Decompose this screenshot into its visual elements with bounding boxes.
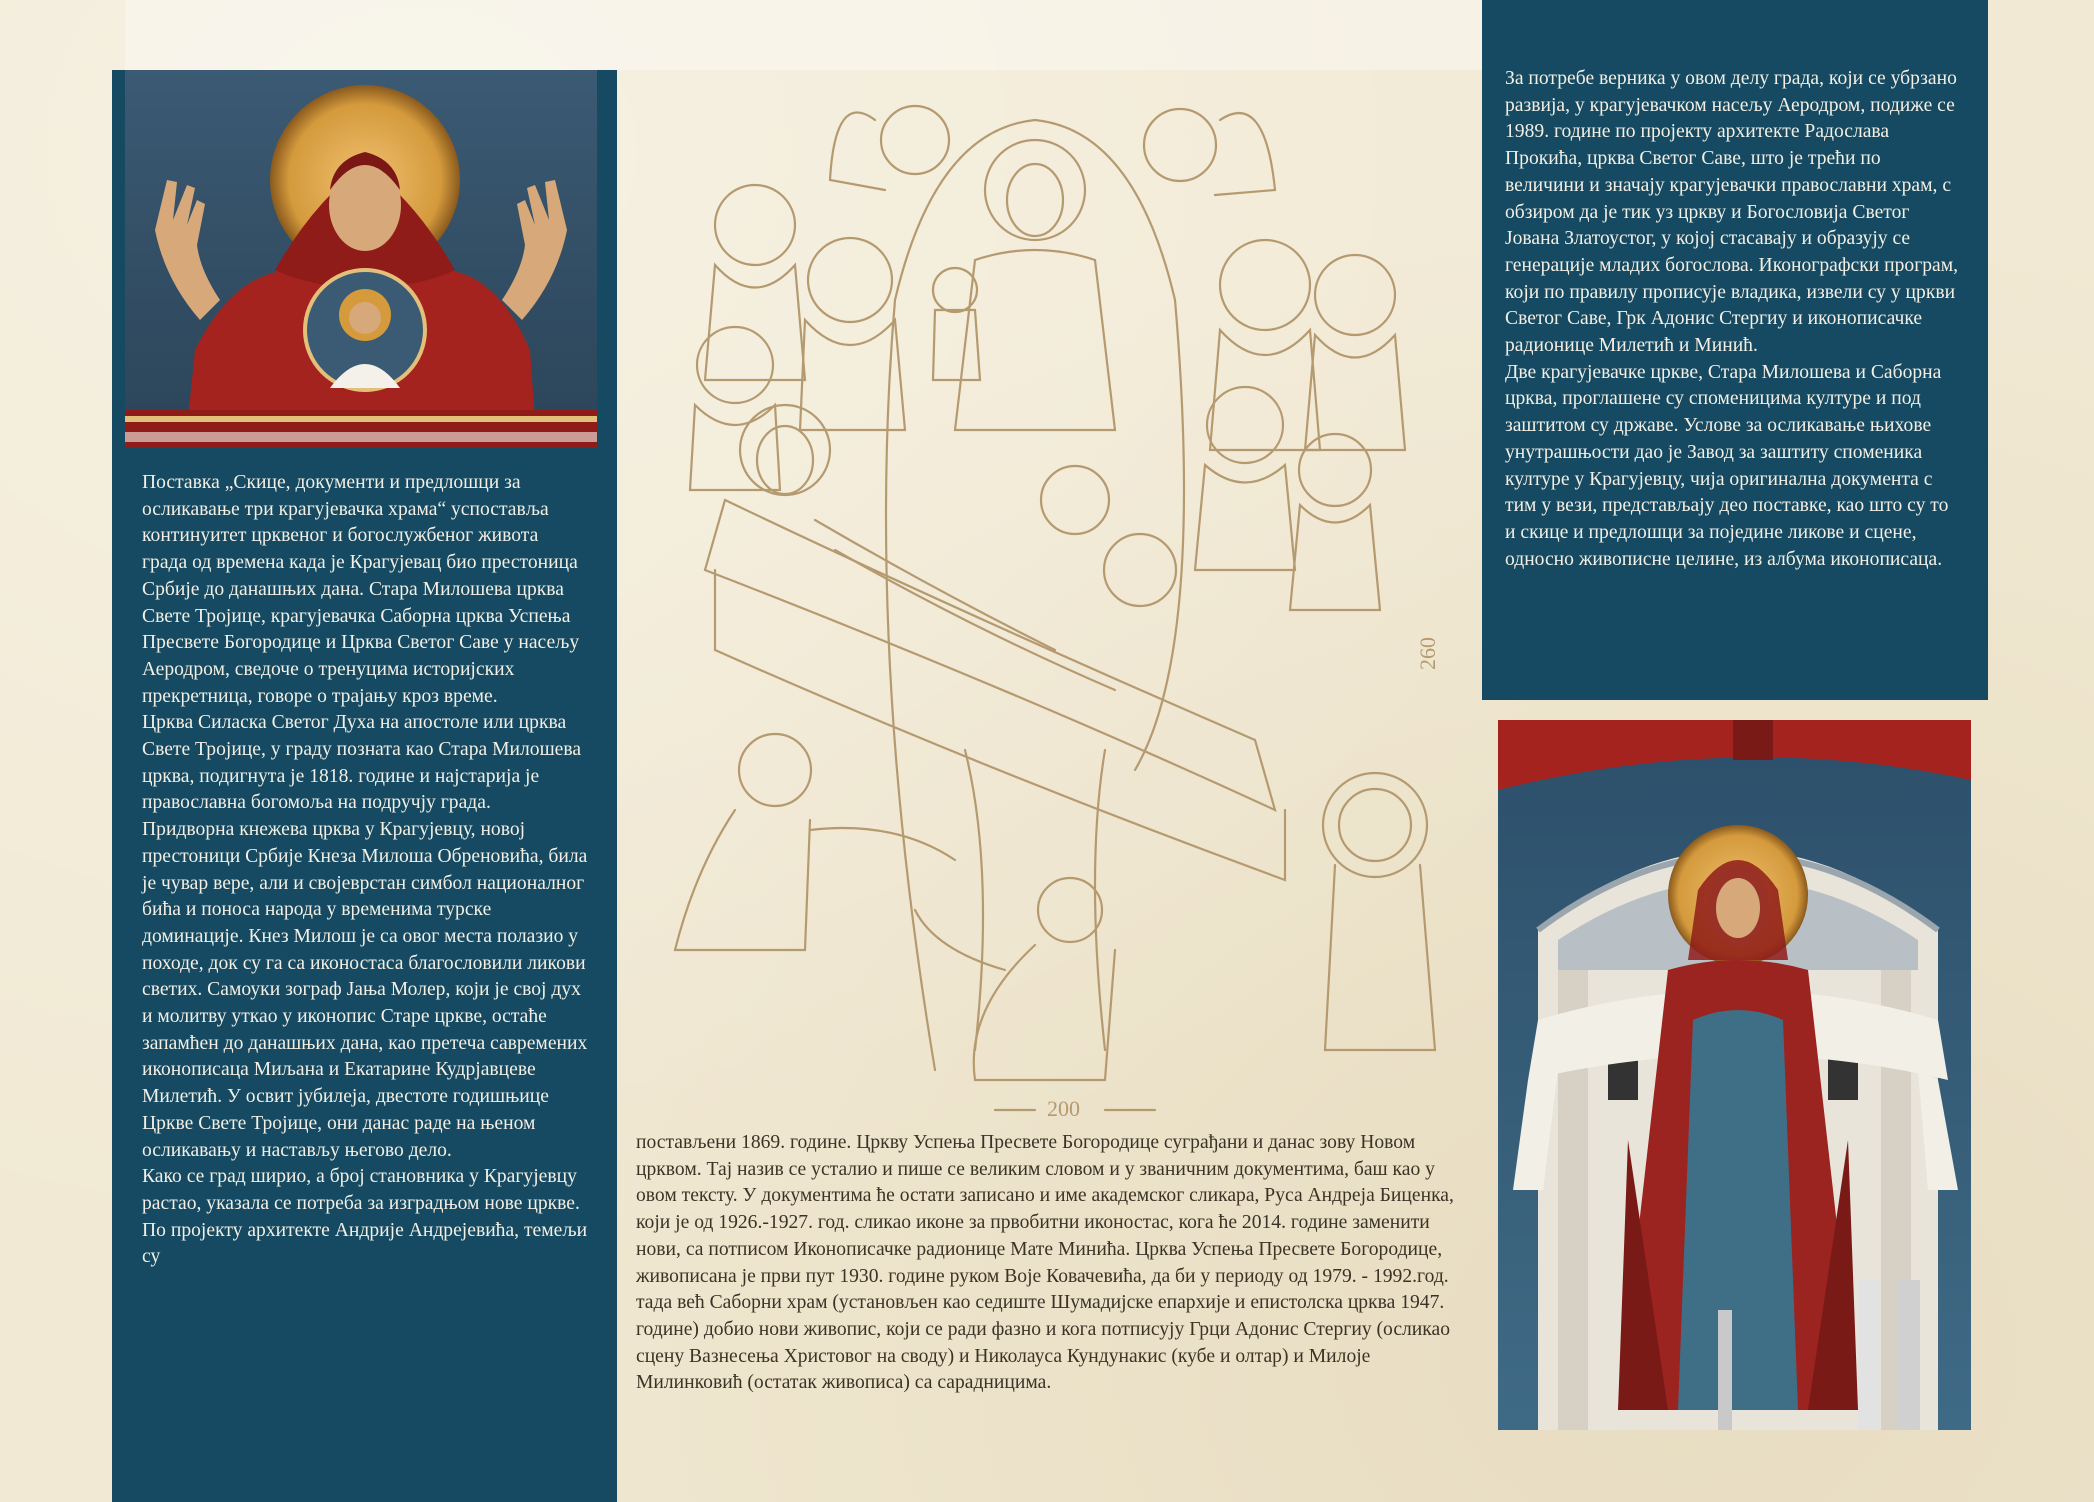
middle-column-text (636, 1130, 1468, 1397)
right-column-text (1505, 66, 1963, 573)
icon-pokrov-illustration (1498, 720, 1971, 1430)
sketch-annotation-1: 260 (1415, 637, 1440, 670)
left-paragraph-2: Црква Силаска Светог Духа на апостоле или црква Свете Тројице, у граду позната као Стара Милошева црква, подигнута је 1818. године и најстарија је православна богомоља на подручју града. Придворна кнежева црква у Крагујевцу, новој престоници Србије Кнеза Милоша Обреновића, била је чувар вере, али и својеврстан симбол националног бића и поноса народа у временима турске доминације. Кнез Милош је са овог места полазио у походе, док су га са иконостаса благословили ликови светих. Самоуки зограф Јања Молер, који је свој дух и молитву уткао у иконопис Старе цркве, остаће запамћен до данашњих дана, као претеча савремених иконописаца Миљана и Екатарине Кудрјавцеве Милетић. У освит јубилеја, двестоте годишњице Цркве Свете Тројице, они данас раде на њеном осликавању и настављу његово дело. (142, 712, 588, 1161)
icon-virgin-orans-illustration (125, 70, 597, 448)
dormition-sketch-drawing (635, 50, 1470, 1120)
sketch-annotation-2: 200 (1047, 1096, 1080, 1120)
left-column-text (142, 470, 588, 1271)
right-paragraph-2: Две крагујевачке цркве, Стара Милошева и Саборна црква, проглашене су споменицима културе и под заштитом су државе. Услове за осликавање њихове унутрашњости дао је Завод за заштиту споменика културе у Крагујевцу, чија оригинална документа с тим у вези, представљају део поставке, као што су то и скице и предлошци за поједине ликове и сцене, односно живописне целине, из албума иконописаца. (1505, 361, 1949, 570)
icon-image-virgin-orans (125, 70, 597, 448)
right-paragraph-1: За потребе верника у овом делу града, који се убрзано развија, у крагујевачком насељу Аеродром, подиже се 1989. године по пројекту архитекте Радослава Прокића, црква Светог Саве, што је трећи по величини и значају крагујевачки православни храм, с обзиром да је тик уз цркву и Богословија Светог Јована Златоустог, у којој стасавају и образују се генерације младих богослова. Иконографски програм, који по правилу прописује владика, извели су у цркви Светог Саве, Грк Адонис Стергиу и иконописачке радионице Милетић и Минић. (1505, 68, 1959, 357)
left-paragraph-1: Поставка „Скице, документи и предлошци за осликавање три крагујевачка храма“ успоставља континуитет црквеног и богослужбеног живота града од времена када је Крагујевац био престоница Србије до данашњих дана. Стара Милошева црква Свете Тројице, крагујевачка Саборна црква Успења Пресвете Богородице и Црква Светог Саве у насељу Аеродром, сведоче о тренуцима историјских прекретница, говоре о трајању кроз време. (142, 472, 580, 707)
icon-image-protection-of-theotokos (1498, 720, 1971, 1430)
left-paragraph-3: Како се град ширио, а број становника у Крагујевцу растао, указала се потреба за изградњом нове цркве. По пројекту архитекте Андрије Андрејевића, темељи су (142, 1166, 588, 1268)
middle-paragraph-1: постављени 1869. године. Цркву Успења Пресвете Богородице суграђани и данас зову Новом црквом. Тај назив се усталио и пише се великим словом и у званичним документима, баш као у овом тексту. У документима ће остати записано и име академског сликара, Руса Андреја Биценка, који је од 1926.-1927. год. сликао иконе за првобитни иконостас, кога ће 2014. године заменити нови, са потписом Иконописачке радионице Мате Минића. Црква Успења Пресвете Богородице, живописана је први пут 1930. године руком Воје Ковачевића, да би у периоду од 1979. - 1992.год. тада већ Саборни храм (установљен као седиште Шумадијске епархије и епистолска црква 1947. године) добио нови живопис, који се ради фазно и кога потписују Грци Адонис Стергиу (осликао сцену Вазнесења Христовог на своду) и Николауса Кундунакис (кубе и олтар) и Милоје Милинковић (остатак живописа) са сарадницима. (636, 1132, 1454, 1394)
